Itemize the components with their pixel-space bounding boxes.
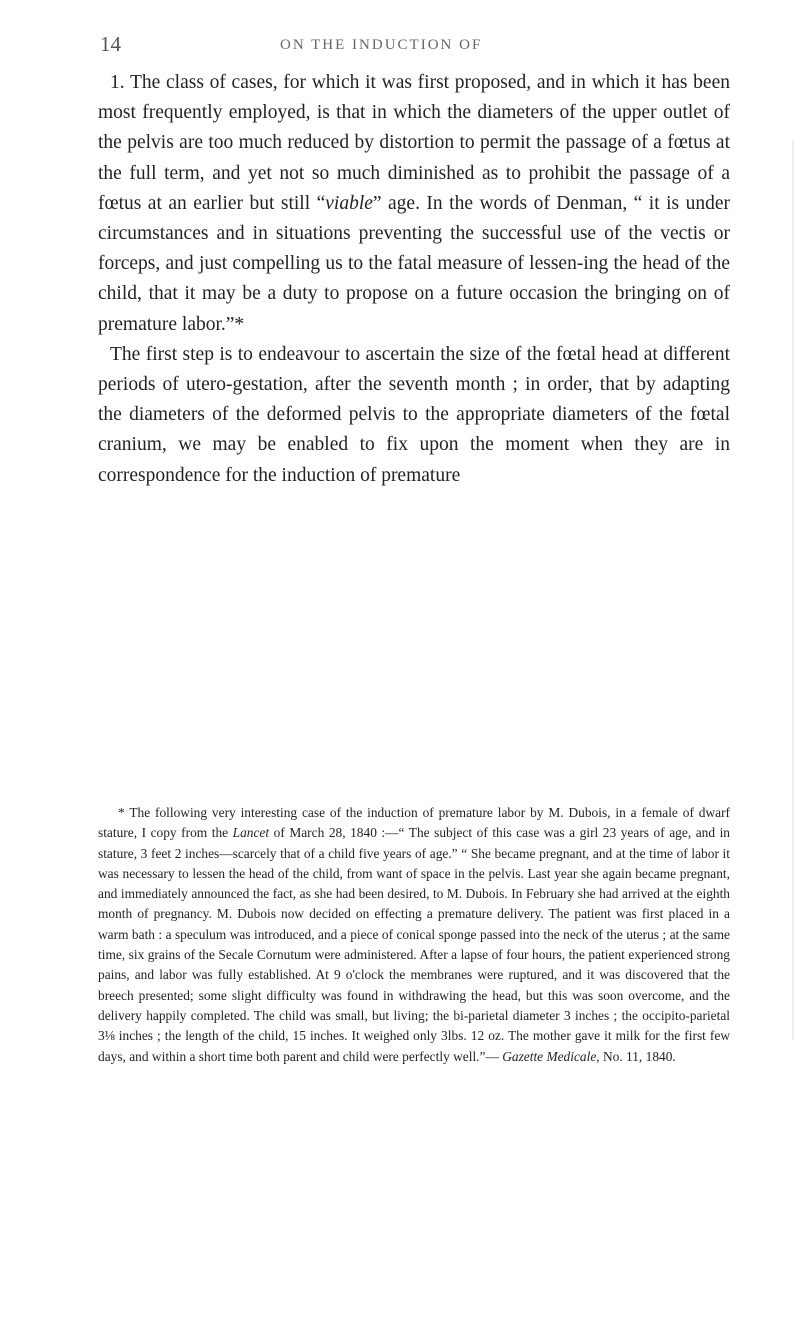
running-title: ON THE INDUCTION OF xyxy=(280,37,483,53)
footnote-text-c: , No. 11, 1840. xyxy=(596,1048,676,1064)
body-text xyxy=(98,68,730,491)
paragraph-1-text-a: 1. The class of cases, for which it was first proposed, and in which it has been most frequently employed, is that in which the diameters of the upper outlet of the pelvis are too much reduced by distortion to permit the passage of a fœtus at the full term, and yet not so much diminished as to prohibit the passage of a fœtus at an earlier but still “ xyxy=(98,72,730,214)
paragraph-2: The first step is to endeavour to ascertain the size of the fœtal head at different periods of utero-gestation, after the seventh month ; in order, that by adapting the diameters of the deformed pelvis to the appropriate diameters of the fœtal cranium, we may be enabled to fix upon the moment when they are in correspondence for the induction of premature xyxy=(98,343,730,486)
footnote-text xyxy=(98,803,730,1067)
footnote-journal-lancet: Lancet xyxy=(232,825,270,841)
page-header xyxy=(100,32,740,58)
footnote-source: Gazette Medicale xyxy=(502,1048,597,1064)
footnote-text-b: of March 28, 1840 :—“ The subject of this case was a girl 23 years of age, and in stature, 3 feet 2 inches—scarcely that of a child five years of age.” “ She became pregnant, and at the time of labor it was necessary to lessen the head of the child, from want of space in the pelvis. Last year she again became pregnant, and immediately announced the fact, as she had been desired, to M. Dubois. In February she had arrived at the eighth month of pregnancy. M. Dubois now decided on effecting a premature delivery. The patient was first placed in a warm bath : a speculum was introduced, and a piece of conical sponge passed into the neck of the uterus ; at the same time, six grains of the Secale Cornutum were administered. After a lapse of four hours, the patient experienced strong pains, and labor was fully established. At 9 o'clock the membranes were ruptured, and it was discovered that the breech presented; some slight difficulty was found in withdrawing the head, but this was soon overcome, and the delivery happily completed. The child was small, but living; the bi-parietal diameter 3 inches ; the occipito-parietal 3⅛ inches ; the length of the child, 15 inches. It weighed only 3lbs. 12 oz. The mother gave it milk for the first few days, and within a short time both parent and child were perfectly well.”— xyxy=(98,825,730,1064)
footnote-text-a: * The following very interesting case of the induction of premature labor by M. Dubois, in a female of dwarf stature, I copy from the xyxy=(98,805,730,841)
footnote xyxy=(98,803,730,1067)
paragraph-1-text-b: ” age. In the words of Denman, “ it is under circumstances and in situations preventing the successful use of the vectis or forceps, and just compelling us to the fatal measure of lessen-ing the head of the child, that it may be a duty to propose on a future occasion the bringing on of premature labor.”* xyxy=(98,192,730,335)
emphasis-viable: viable xyxy=(325,192,373,214)
page-edge-shadow xyxy=(792,140,794,1040)
paragraph-1 xyxy=(98,68,730,340)
page-number: 14 xyxy=(100,32,121,56)
